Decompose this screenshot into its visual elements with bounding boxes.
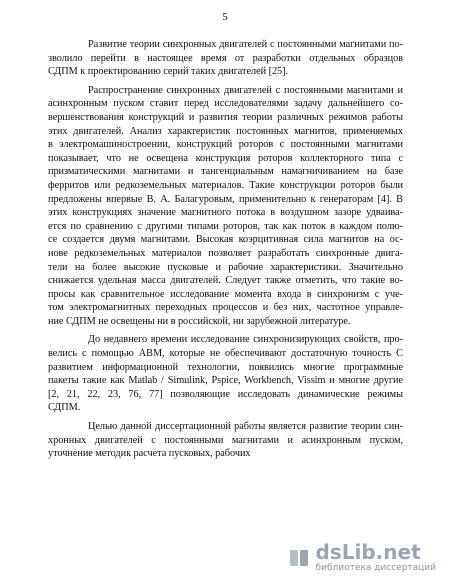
- text-line: этих двигателей. Анализ характеристик постоянных магнитов, применяемых: [48, 125, 403, 137]
- text-line: [2, 21, 22, 23, 76, 77] позволяющие исследовать динамические режимы: [48, 388, 403, 400]
- text-line: в электромашиностроении, конструкций роторов с постоянными магнитами: [48, 139, 403, 151]
- text-line: призматическими магнитами и тангенциальным намагничиванием на базе: [48, 166, 403, 178]
- paragraph: [48, 38, 403, 79]
- text-line: пакеты такие как Matlab / Simulink, Pspice, Workbench, Vissim и многие другие: [48, 375, 403, 387]
- text-line: показывает, что не освещена конструкция роторов коллекторного типа с: [48, 152, 403, 164]
- text-line: асинхронным пуском ставит перед исследователями задачу дальнейшего со-: [48, 98, 403, 110]
- watermark-subtitle: библиотека диссертаций: [315, 563, 436, 573]
- text-line: предложены впервые В. А. Балагуровым, применительно к генераторам [4]. В: [48, 193, 403, 205]
- text-line: вершенствования конструкций и развития теории различных режимов работы: [48, 111, 403, 123]
- text-line: просы как сравнительное исследование момента входа в синхронизм с уче-: [48, 288, 403, 300]
- text-line: Развитие теории синхронных двигателей с постоянными магнитами по-: [88, 39, 403, 50]
- body-text: [48, 38, 403, 466]
- text-line: развитием информационной технологии, появились многие программные: [48, 361, 403, 373]
- text-line: нове редкоземельных материалов позволяет разработать синхронные двига-: [48, 247, 403, 259]
- watermark-brand: dsLib.net: [315, 540, 421, 564]
- paragraph: [48, 84, 403, 329]
- text-line: том электромагнитных переходных процессов и без них, частотное управле-: [48, 302, 403, 314]
- text-line: Целью данной диссертационной работы является развитие теории син-: [88, 421, 403, 433]
- text-line: СДПМ.: [48, 402, 81, 414]
- text-line: хронных двигателей с постоянными магнитами и асинхронным пуском,: [48, 434, 403, 446]
- text-line: се создается двумя магнитами. Высокая коэрцитивная сила магнитов на ос-: [48, 234, 403, 246]
- text-line: ние СДПМ не освещены ни в российской, ни зарубежной литературе.: [48, 315, 351, 327]
- text-line: снижается удельная масса двигателей. Следует также отметить, что такие во-: [48, 275, 403, 287]
- text-line: ется по сравнению с другими типами роторов, так как поток в каждом полю-: [48, 220, 403, 232]
- text-line: зволило перейти в настоящее время от разработки отдельных образцов: [48, 52, 403, 64]
- paragraph: [48, 420, 403, 461]
- book-logo-icon: [287, 546, 311, 570]
- text-line: СДПМ к проектированию серий таких двигателей [25].: [48, 66, 289, 78]
- page-number: 5: [222, 12, 228, 23]
- text-line: тели на более высокие пусковые и рабочие характеристики. Значительно: [48, 261, 403, 273]
- text-line: До недавнего времени исследование синхронизирующих свойств, про-: [88, 334, 403, 346]
- text-line: ферритов или редкоземельных материалов. Такие конструкции роторов были: [48, 179, 403, 191]
- text-line: уточнение методик расчета пусковых, рабочих: [48, 448, 251, 460]
- text-line: Распространение синхронных двигателей с постоянными магнитами и: [88, 84, 403, 96]
- text-line: велись с помощью АВМ, которые не обеспечивают достаточную точность С: [48, 348, 403, 360]
- text-line: этих конструкциях значение магнитного потока в воздушном зазоре удваива-: [48, 207, 403, 219]
- paragraph: [48, 333, 403, 415]
- watermark: [283, 540, 440, 575]
